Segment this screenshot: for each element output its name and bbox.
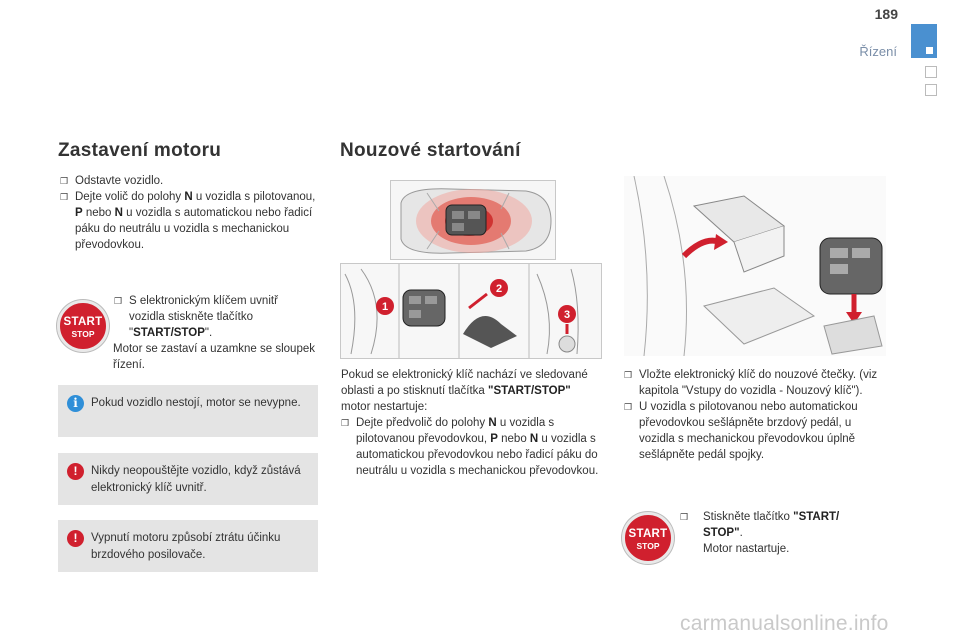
step-insert-key: ❒ Vložte elektronický klíč do nouzové čtečky. (viz kapitola "Vstupy do vozidla - Nouzový klíč").: [624, 367, 886, 399]
stop-steps: [60, 173, 322, 253]
intro-text: Pokud se elektronický klíč nachází ve sledované oblasti a po stisknutí tlačítka "START/STOP" motor nestartuje:: [341, 369, 588, 413]
chapter-tab-empty: [925, 84, 937, 96]
warning-box-brake: ! Vypnutí motoru způsobí ztrátu účinku brzdového posilovače.: [58, 520, 318, 572]
emergency-reader-illustration: [624, 176, 886, 356]
info-icon: i: [67, 395, 84, 412]
step-press-start: ❒ Stiskněte tlačítko "START/ STOP".: [680, 509, 880, 541]
step-park: ❒ Odstavte vozidlo.: [60, 173, 322, 189]
warning-box-key: ! Nikdy neopouštějte vozidlo, když zůstává elektronický klíč uvnitř.: [58, 453, 318, 505]
watermark: carmanualsonline.info: [680, 612, 889, 635]
chapter-tab-empty: [925, 66, 937, 78]
step-press-start-stop: ❒ S elektronickým klíčem uvnitř vozidla stiskněte tlačítko "START/STOP".: [90, 293, 315, 341]
key-result: Motor se zastaví a uzamkne se sloupek řízení.: [113, 343, 315, 371]
step-selector-emergency: ❒ Dejte předvolič do polohy N u vozidla s pilotovanou převodovkou, P nebo N u vozidla s automatickou převodovkou nebo řadicí páku do neutrálu u vozidla s mechanickou převodovkou.: [341, 415, 603, 479]
section-title-engine-stop: Zastavení motoru: [58, 140, 222, 161]
car-top-view-illustration: [390, 180, 556, 260]
emergency-intro: [341, 367, 603, 479]
section-title-emergency-start: Nouzové startování: [340, 140, 521, 161]
chapter-title: Řízení: [859, 44, 897, 59]
reader-steps: [624, 367, 886, 463]
start-result: Motor nastartuje.: [703, 543, 790, 555]
step-selector: ❒ Dejte volič do polohy N u vozidla s pilotovanou, P nebo N u vozidla s automatickou nebo řadicí páku do neutrálu u vozidla s mechanickou převodovkou.: [60, 189, 322, 253]
callout-1: 1: [381, 301, 389, 313]
warning-icon: !: [67, 463, 84, 480]
start-stop-button-icon: START STOP: [57, 300, 109, 352]
start-stop-button-icon: START STOP: [622, 512, 674, 564]
warning-icon: !: [67, 530, 84, 547]
callout-2: 2: [495, 283, 503, 295]
press-start-step: [680, 509, 880, 557]
chapter-tab: [911, 24, 937, 58]
callout-3: 3: [563, 309, 571, 321]
info-box: i Pokud vozidlo nestojí, motor se nevypne.: [58, 385, 318, 437]
page-number: 189: [874, 6, 898, 22]
key-inside-step: [90, 293, 315, 373]
step-press-pedal: ❒ U vozidla s pilotovanou nebo automatickou převodovkou sešlápněte brzdový pedál, u vozidla s mechanickou převodovkou úplně sešlápněte pedál spojky.: [624, 399, 886, 463]
emergency-start-illustration: [340, 263, 602, 359]
